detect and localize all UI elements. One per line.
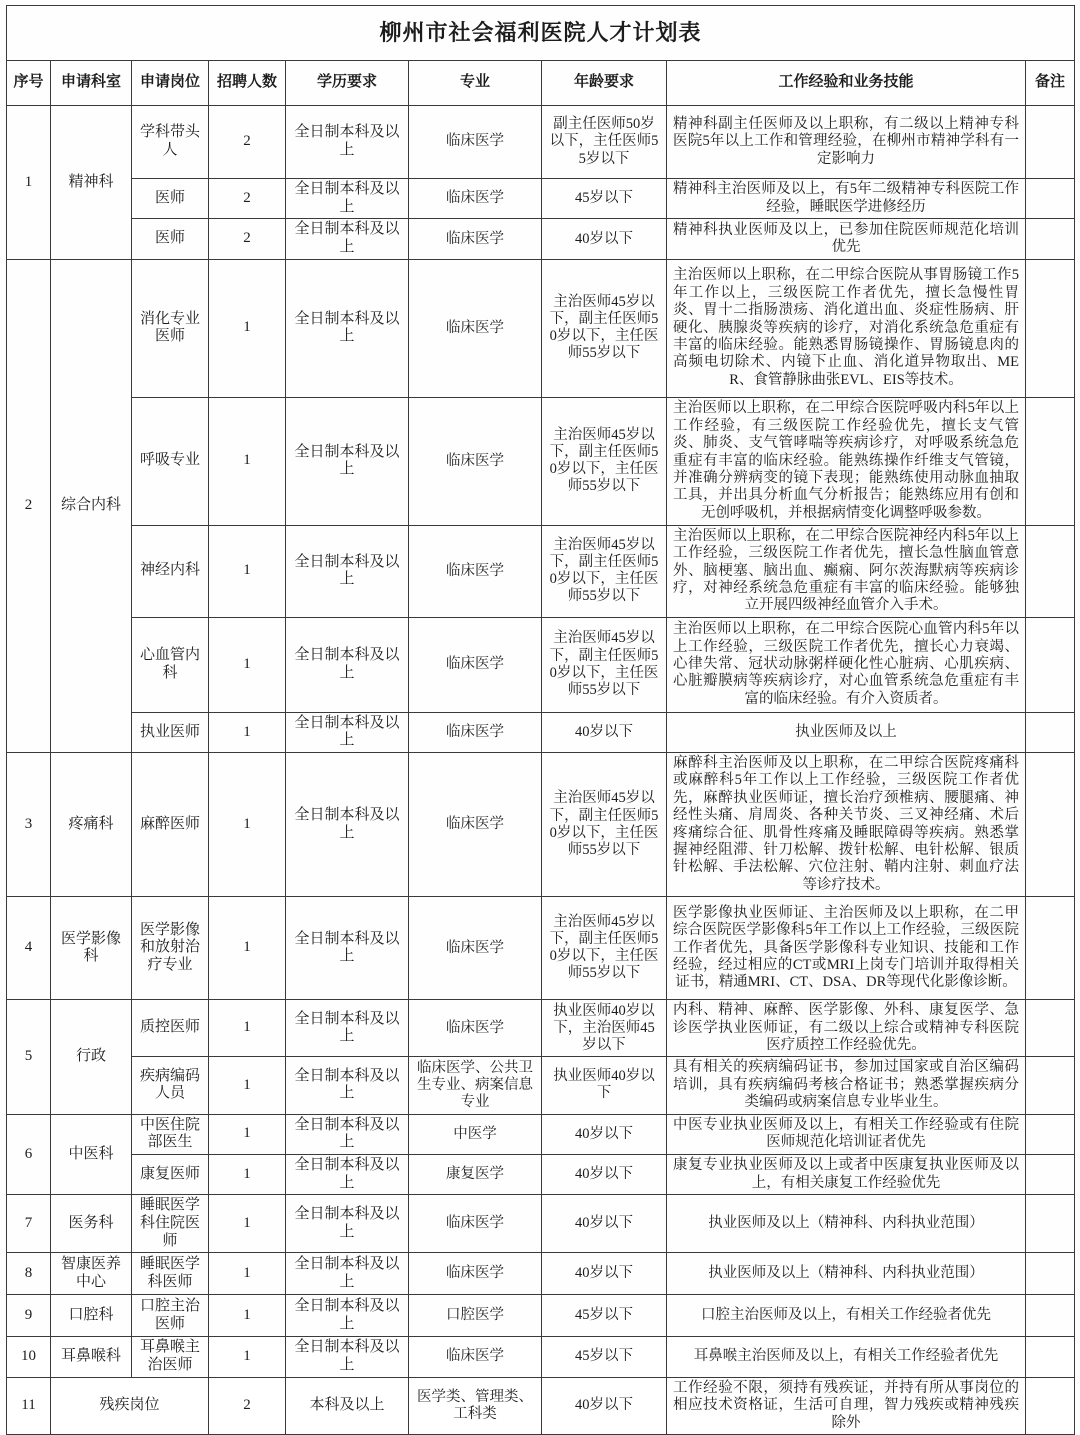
major-cell: 临床医学 [409,397,542,525]
table-row [7,1377,1075,1434]
post-cell: 睡眠医学科医师 [132,1253,209,1295]
edu-cell: 全日制本科及以上 [286,712,409,752]
edu-cell: 全日制本科及以上 [286,106,409,179]
age-cell: 主治医师45岁以下，副主任医师50岁以下，主任医师55岁以下 [542,897,667,1000]
count-cell: 1 [209,1000,286,1057]
column-header-4: 学历要求 [286,61,409,106]
table-row [7,1337,1075,1377]
count-cell: 1 [209,1057,286,1114]
page [0,5,1080,1431]
table-row [7,1195,1075,1253]
count-cell: 1 [209,1253,286,1295]
talent-plan-table [6,5,1075,1435]
count-cell: 2 [209,179,286,219]
seq-cell: 3 [7,753,51,897]
post-cell: 疾病编码人员 [132,1057,209,1114]
count-cell: 1 [209,897,286,1000]
seq-cell: 8 [7,1253,51,1295]
note-cell [1026,1000,1075,1057]
seq-cell: 11 [7,1377,51,1434]
major-cell: 临床医学 [409,179,542,219]
note-cell [1026,617,1075,712]
count-cell: 1 [209,1114,286,1154]
major-cell: 康复医学 [409,1154,542,1194]
dept-cell: 医学影像科 [51,897,132,1000]
table-row [7,219,1075,259]
note-cell [1026,219,1075,259]
note-cell [1026,1114,1075,1154]
table-row [7,259,1075,397]
major-cell: 临床医学 [409,617,542,712]
major-cell: 临床医学 [409,1195,542,1253]
table-row [7,1154,1075,1194]
table-row [7,1253,1075,1295]
count-cell: 1 [209,712,286,752]
post-cell: 医学影像和放射治疗专业 [132,897,209,1000]
age-cell: 40岁以下 [542,1195,667,1253]
age-cell: 执业医师40岁以下，主治医师45岁以下 [542,1000,667,1057]
experience-cell: 耳鼻喉主治医师及以上，有相关工作经验者优先 [667,1337,1026,1377]
note-cell [1026,712,1075,752]
column-header-5: 专业 [409,61,542,106]
edu-cell: 全日制本科及以上 [286,1253,409,1295]
count-cell: 1 [209,753,286,897]
age-cell: 40岁以下 [542,219,667,259]
column-header-1: 申请科室 [51,61,132,106]
edu-cell: 全日制本科及以上 [286,897,409,1000]
major-cell: 临床医学 [409,1000,542,1057]
table-row [7,106,1075,179]
experience-cell: 执业医师及以上（精神科、内科执业范围） [667,1253,1026,1295]
edu-cell: 全日制本科及以上 [286,259,409,397]
dept-cell: 中医科 [51,1114,132,1195]
experience-cell: 口腔主治医师及以上，有相关工作经验者优先 [667,1295,1026,1337]
age-cell: 主治医师45岁以下，副主任医师50岁以下，主任医师55岁以下 [542,397,667,525]
major-cell: 临床医学 [409,1253,542,1295]
edu-cell: 全日制本科及以上 [286,617,409,712]
edu-cell: 全日制本科及以上 [286,179,409,219]
note-cell [1026,897,1075,1000]
seq-cell: 9 [7,1295,51,1337]
age-cell: 副主任医师50岁以下，主任医师55岁以下 [542,106,667,179]
note-cell [1026,753,1075,897]
count-cell: 2 [209,1377,286,1434]
age-cell: 45岁以下 [542,1337,667,1377]
table-row [7,1295,1075,1337]
note-cell [1026,259,1075,397]
column-header-7: 工作经验和业务技能 [667,61,1026,106]
post-cell: 康复医师 [132,1154,209,1194]
page-title: 柳州市社会福利医院人才计划表 [7,6,1075,61]
count-cell: 1 [209,1337,286,1377]
seq-cell: 7 [7,1195,51,1253]
column-header-8: 备注 [1026,61,1075,106]
count-cell: 1 [209,397,286,525]
table-row [7,1057,1075,1114]
edu-cell: 全日制本科及以上 [286,1057,409,1114]
dept-cell: 行政 [51,1000,132,1114]
dept-cell: 残疾岗位 [51,1377,209,1434]
table-row [7,753,1075,897]
edu-cell: 全日制本科及以上 [286,1337,409,1377]
major-cell: 临床医学 [409,219,542,259]
seq-cell: 5 [7,1000,51,1114]
edu-cell: 全日制本科及以上 [286,1154,409,1194]
seq-cell: 10 [7,1337,51,1377]
major-cell: 临床医学 [409,897,542,1000]
major-cell: 临床医学 [409,106,542,179]
header-row [7,61,1075,106]
age-cell: 40岁以下 [542,1114,667,1154]
table-row [7,712,1075,752]
post-cell: 医师 [132,179,209,219]
note-cell [1026,1057,1075,1114]
experience-cell: 精神科主治医师及以上，有5年二级精神专科医院工作经验，睡眠医学进修经历 [667,179,1026,219]
experience-cell: 执业医师及以上（精神科、内科执业范围） [667,1195,1026,1253]
major-cell: 中医学 [409,1114,542,1154]
experience-cell: 工作经验不限，须持有残疾证，并持有所从事岗位的相应技术资格证，生活可自理，智力残疾或精神残疾除外 [667,1377,1026,1434]
edu-cell: 全日制本科及以上 [286,1195,409,1253]
age-cell: 主治医师45岁以下，副主任医师50岁以下，主任医师55岁以下 [542,525,667,617]
major-cell: 临床医学 [409,1337,542,1377]
experience-cell: 中医专业执业医师及以上，有相关工作经验或有住院医师规范化培训证者优先 [667,1114,1026,1154]
age-cell: 主治医师45岁以下，副主任医师50岁以下，主任医师55岁以下 [542,617,667,712]
post-cell: 神经内科 [132,525,209,617]
seq-cell: 6 [7,1114,51,1195]
age-cell: 主治医师45岁以下，副主任医师50岁以下，主任医师55岁以下 [542,753,667,897]
edu-cell: 全日制本科及以上 [286,219,409,259]
major-cell: 临床医学 [409,753,542,897]
major-cell: 口腔医学 [409,1295,542,1337]
table-row [7,179,1075,219]
note-cell [1026,1253,1075,1295]
count-cell: 2 [209,106,286,179]
experience-cell: 内科、精神、麻醉、医学影像、外科、康复医学、急诊医学执业医师证，有二级以上综合或精神专科医院医疗质控工作经验优先。 [667,1000,1026,1057]
seq-cell: 4 [7,897,51,1000]
post-cell: 口腔主治医师 [132,1295,209,1337]
edu-cell: 全日制本科及以上 [286,1295,409,1337]
experience-cell: 执业医师及以上 [667,712,1026,752]
table-row [7,525,1075,617]
post-cell: 耳鼻喉主治医师 [132,1337,209,1377]
count-cell: 1 [209,525,286,617]
edu-cell: 全日制本科及以上 [286,525,409,617]
experience-cell: 精神科执业医师及以上，已参加住院医师规范化培训优先 [667,219,1026,259]
age-cell: 45岁以下 [542,179,667,219]
seq-cell: 2 [7,259,51,752]
dept-cell: 口腔科 [51,1295,132,1337]
major-cell: 医学类、管理类、工科类 [409,1377,542,1434]
note-cell [1026,1377,1075,1434]
post-cell: 睡眠医学科住院医师 [132,1195,209,1253]
post-cell: 学科带头人 [132,106,209,179]
dept-cell: 精神科 [51,106,132,260]
table-row [7,1000,1075,1057]
dept-cell: 疼痛科 [51,753,132,897]
edu-cell: 全日制本科及以上 [286,753,409,897]
count-cell: 1 [209,617,286,712]
seq-cell: 1 [7,106,51,260]
table-row [7,897,1075,1000]
experience-cell: 康复专业执业医师及以上或者中医康复执业医师及以上，有相关康复工作经验优先 [667,1154,1026,1194]
age-cell: 40岁以下 [542,1154,667,1194]
experience-cell: 主治医师以上职称，在二甲综合医院神经内科5年以上工作经验，三级医院工作者优先，擅长急性脑血管意外、脑梗塞、脑出血、癫痫、阿尔茨海默病等疾病诊疗，对神经系统急危重症有丰富的临床经验。能够独立开展四级神经血管介入手术。 [667,525,1026,617]
post-cell: 执业医师 [132,712,209,752]
experience-cell: 主治医师以上职称，在二甲综合医院呼吸内科5年以上工作经验，有三级医院工作经验优先，擅长支气管炎、肺炎、支气管哮喘等疾病诊疗，对呼吸系统急危重症有丰富的临床经验。能熟练操作纤维支气管镜，并准确分辨病变的镜下表现；能熟练使用动脉血抽取工具，并出具分析血气分析报告；能熟练应用有创和无创呼吸机，并根据病情变化调整呼吸参数。 [667,397,1026,525]
table-row [7,397,1075,525]
count-cell: 1 [209,1154,286,1194]
age-cell: 执业医师40岁以下 [542,1057,667,1114]
column-header-0: 序号 [7,61,51,106]
table-row [7,617,1075,712]
edu-cell: 全日制本科及以上 [286,1000,409,1057]
note-cell [1026,397,1075,525]
post-cell: 消化专业医师 [132,259,209,397]
dept-cell: 耳鼻喉科 [51,1337,132,1377]
major-cell: 临床医学、公共卫生专业、病案信息专业 [409,1057,542,1114]
note-cell [1026,525,1075,617]
age-cell: 40岁以下 [542,712,667,752]
column-header-6: 年龄要求 [542,61,667,106]
experience-cell: 具有相关的疾病编码证书，参加过国家或自治区编码培训，具有疾病编码考核合格证书；熟悉掌握疾病分类编码或病案信息专业毕业生。 [667,1057,1026,1114]
post-cell: 心血管内科 [132,617,209,712]
post-cell: 质控医师 [132,1000,209,1057]
title-row [7,6,1075,61]
column-header-3: 招聘人数 [209,61,286,106]
age-cell: 40岁以下 [542,1253,667,1295]
experience-cell: 主治医师以上职称，在二甲综合医院从事胃肠镜工作5年工作以上，三级医院工作者优先，擅长急慢性胃炎、胃十二指肠溃疡、消化道出血、炎症性肠病、肝硬化、胰腺炎等疾病的诊疗，对消化系统急危重症有丰富的临床经验。能熟悉胃肠镜操作、胃肠镜息肉的高频电切除术、内镜下止血、消化道异物取出、MER、食管静脉曲张EVL、EIS等技术。 [667,259,1026,397]
count-cell: 1 [209,1195,286,1253]
dept-cell: 医务科 [51,1195,132,1253]
note-cell [1026,1337,1075,1377]
note-cell [1026,106,1075,179]
post-cell: 中医住院部医生 [132,1114,209,1154]
experience-cell: 医学影像执业医师证、主治医师及以上职称，在二甲综合医院医学影像科5年工作以上工作经验，三级医院工作者优先，具备医学影像科专业知识、技能和工作经验，经过相应的CT或MRI上岗专门培训并取得相关证书，精通MRI、CT、DSA、DR等现代化影像诊断。 [667,897,1026,1000]
post-cell: 麻醉医师 [132,753,209,897]
major-cell: 临床医学 [409,259,542,397]
note-cell [1026,1295,1075,1337]
age-cell: 40岁以下 [542,1377,667,1434]
dept-cell: 智康医养中心 [51,1253,132,1295]
count-cell: 1 [209,1295,286,1337]
note-cell [1026,179,1075,219]
experience-cell: 麻醉科主治医师及以上职称，在二甲综合医院疼痛科或麻醉科5年工作以上工作经验，三级医院工作者优先，麻醉执业医师证，擅长治疗颈椎病、腰腿痛、神经性头痛、肩周炎、各种关节炎、三叉神经痛、术后疼痛综合征、肌骨性疼痛及睡眠障碍等疾病。熟悉掌握神经阻滞、针刀松解、拨针松解、电针松解、银质针松解、手法松解、穴位注射、鞘内注射、刺血疗法等诊疗技术。 [667,753,1026,897]
age-cell: 主治医师45岁以下，副主任医师50岁以下，主任医师55岁以下 [542,259,667,397]
post-cell: 呼吸专业 [132,397,209,525]
note-cell [1026,1195,1075,1253]
post-cell: 医师 [132,219,209,259]
edu-cell: 全日制本科及以上 [286,1114,409,1154]
count-cell: 2 [209,219,286,259]
major-cell: 临床医学 [409,712,542,752]
edu-cell: 本科及以上 [286,1377,409,1434]
dept-cell: 综合内科 [51,259,132,752]
experience-cell: 主治医师以上职称，在二甲综合医院心血管内科5年以上工作经验，三级医院工作者优先，擅长心力衰竭、心律失常、冠状动脉粥样硬化性心脏病、心肌疾病、心脏瓣膜病等疾病诊疗，对心血管系统急危重症有丰富的临床经验。有介入资质者。 [667,617,1026,712]
major-cell: 临床医学 [409,525,542,617]
table-row [7,1114,1075,1154]
note-cell [1026,1154,1075,1194]
column-header-2: 申请岗位 [132,61,209,106]
experience-cell: 精神科副主任医师及以上职称，有二级以上精神专科医院5年以上工作和管理经验，在柳州市精神学科有一定影响力 [667,106,1026,179]
edu-cell: 全日制本科及以上 [286,397,409,525]
count-cell: 1 [209,259,286,397]
age-cell: 45岁以下 [542,1295,667,1337]
